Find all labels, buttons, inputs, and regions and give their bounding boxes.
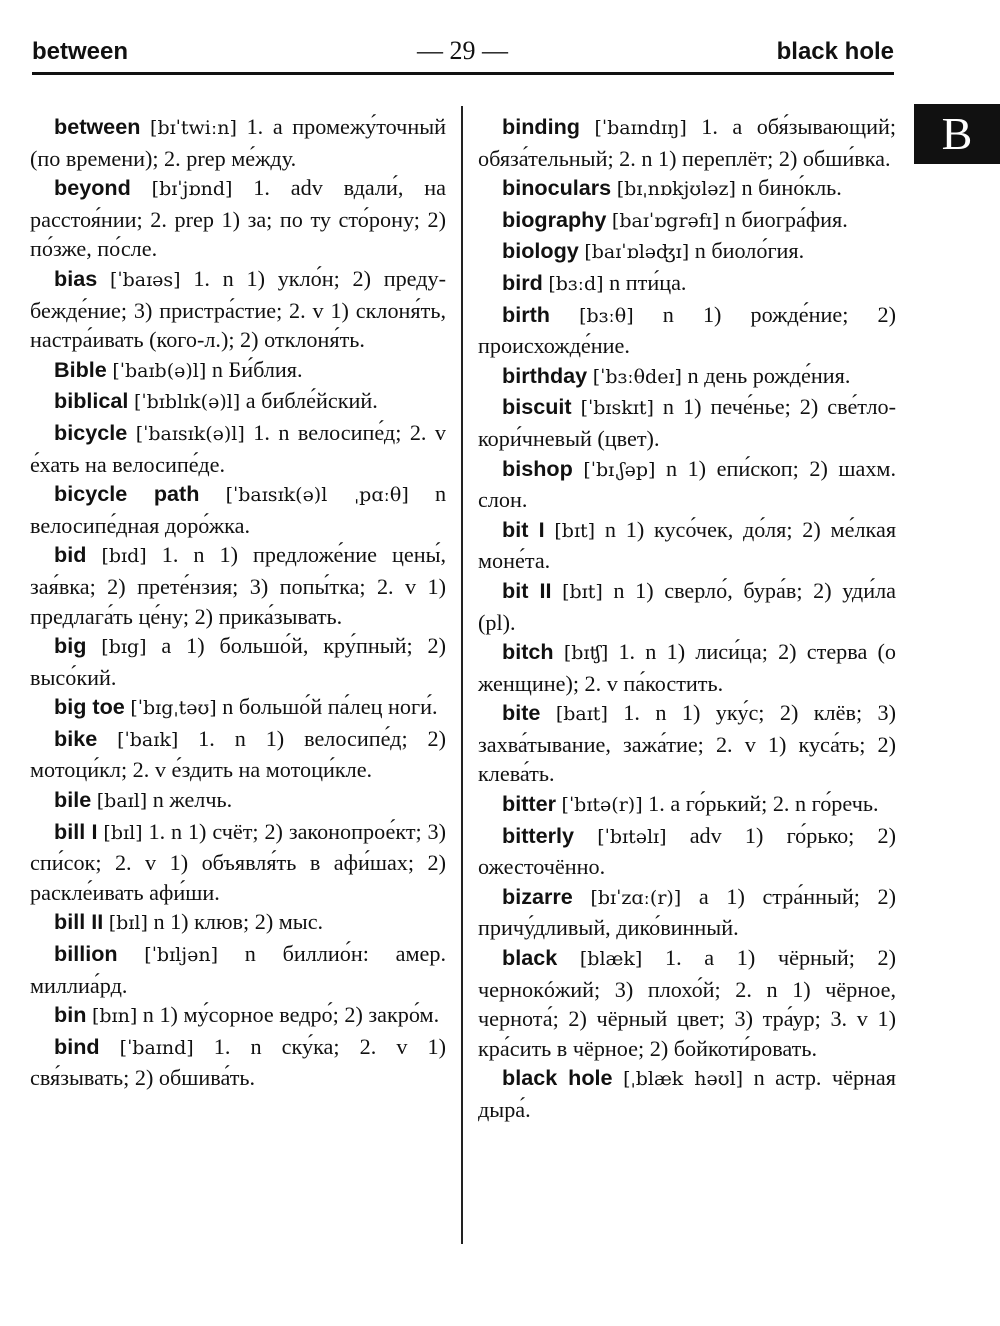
entry-definition: 1. a го́рький; 2. n го́речь. [648, 791, 879, 817]
entry-definition: a 1) стра́нный; 2) причу́дливый, дико́винный. [478, 883, 897, 941]
entry-pronunciation: [bɪt] [562, 580, 603, 603]
entry-pronunciation: [ˈbɪskɪt] [580, 397, 654, 420]
entry-headword: biblical [54, 388, 129, 414]
entry-pronunciation: [bɪg] [101, 636, 147, 659]
entry-pronunciation: [ˌblæk həʊl] [623, 1068, 744, 1091]
header-rule [32, 72, 894, 75]
entry-headword: bishop [502, 455, 573, 481]
dictionary-entry [478, 1063, 896, 1124]
entry-definition: n 1) сверло́, бура́в; 2) уди́ла (pl). [478, 577, 897, 635]
entry-definition: n 1) му́сорное ведро́; 2) закро́м. [142, 1002, 440, 1028]
entry-headword: biscuit [502, 394, 572, 420]
entry-definition: n желчь. [152, 787, 233, 813]
entry-pronunciation: [bɪt] [554, 519, 596, 542]
entry-pronunciation: [ˈbɪtəlɪ] [597, 825, 667, 848]
dictionary-entry [478, 576, 896, 637]
dictionary-entry [478, 515, 896, 576]
dictionary-entry [478, 392, 896, 453]
dictionary-entry [478, 454, 896, 515]
dictionary-entry [478, 882, 896, 943]
entry-pronunciation: [ˈbaɪsɪk(ə)l ˌpɑːθ] [225, 484, 409, 507]
entry-headword: binding [502, 114, 580, 139]
dictionary-entry [30, 1032, 446, 1093]
entry-headword: bicycle path [54, 481, 200, 507]
entry-pronunciation: [ˈbaɪk] [117, 728, 179, 751]
dictionary-entry [30, 785, 446, 817]
dictionary-entry [478, 300, 896, 361]
entry-definition: n Би́блия. [211, 356, 303, 382]
entry-definition: 1. n 1) велосипе́д; 2) мотоци́кл; 2. v е́здить на мотоци́кле. [30, 725, 447, 783]
entry-pronunciation: [ˈbɜːθdeɪ] [592, 365, 682, 388]
entry-headword: biography [502, 206, 607, 232]
guide-word-right: black hole [776, 38, 894, 65]
entry-headword: bill I [54, 818, 98, 844]
entry-pronunciation: [baɪˈɒləʤɪ] [584, 241, 690, 264]
dictionary-entry [30, 112, 446, 173]
page-header [32, 38, 894, 78]
entry-headword: bizarre [502, 883, 573, 909]
entry-definition: 1. n велосипе́д; 2. v е́хать на велосипе́де. [30, 419, 447, 477]
dictionary-entry [30, 907, 446, 939]
entry-definition: n 1) пече́нье; 2) све́тло-кори́чневый (цвет). [478, 394, 897, 451]
entry-headword: black hole [502, 1065, 613, 1091]
entry-pronunciation: [bɪl] [108, 912, 148, 935]
dictionary-entry [478, 112, 896, 173]
dictionary-entry [30, 724, 446, 785]
entry-pronunciation: [blæk] [579, 948, 643, 971]
dictionary-entry [478, 173, 896, 205]
dictionary-entry [478, 943, 896, 1063]
right-column [478, 112, 896, 1125]
entry-definition: n биоло́гия. [694, 238, 805, 264]
entry-headword: bitch [502, 639, 554, 665]
entry-definition: n большо́й па́лец ноги́. [222, 694, 438, 720]
entry-headword: bit II [502, 577, 552, 603]
entry-definition: n биллио́н: амер. миллиа́рд. [30, 941, 446, 998]
entry-headword: bile [54, 787, 92, 813]
entry-pronunciation: [bɪʧ] [563, 642, 609, 665]
entry-definition: n бино́кль. [741, 175, 842, 201]
dictionary-entry [30, 479, 446, 540]
entry-definition: 1. n ску́ка; 2. v 1) свя́зывать; 2) обшива́ть. [30, 1033, 447, 1091]
entry-definition: 1. a промежу́точный (по времени); 2. prep ме́жду. [30, 114, 446, 171]
entry-headword: biology [502, 238, 579, 264]
entry-pronunciation: [bɪd] [101, 545, 147, 568]
entry-definition: 1. n 1) уку́с; 2) клёв; 3) захва́тывание, зажа́тие; 2. v 1) куса́ть; 2) клева́ть. [478, 700, 897, 787]
dictionary-entry [478, 205, 896, 237]
entry-headword: bite [502, 700, 541, 726]
entry-headword: bid [54, 542, 87, 568]
entry-pronunciation: [bɜːθ] [579, 304, 634, 327]
entry-pronunciation: [ˈbɪblɪk(ə)l] [133, 391, 241, 414]
dictionary-entry [30, 631, 446, 692]
entry-definition: n астр. чёрная дыра́. [478, 1065, 896, 1122]
entry-pronunciation: [bɜːd] [548, 272, 604, 295]
entry-headword: big [54, 633, 87, 659]
entry-definition: n биогра́фия. [724, 206, 848, 232]
dictionary-entry [30, 939, 446, 1000]
entry-definition: n велосипе́дная доро́жка. [30, 481, 447, 538]
dictionary-entry [478, 821, 896, 882]
entry-pronunciation: [ˈbaɪəs] [109, 268, 181, 291]
page-number: — 29 — [417, 36, 508, 65]
entry-headword: bill II [54, 909, 104, 935]
dictionary-entry [478, 789, 896, 821]
dictionary-entry [30, 386, 446, 418]
dictionary-entry [30, 264, 446, 355]
entry-headword: bit I [502, 516, 545, 542]
entry-headword: beyond [54, 175, 131, 201]
dictionary-entry [30, 173, 446, 264]
entry-headword: bitterly [502, 822, 574, 848]
entry-definition: 1. n 1) лиси́ца; 2) стерва (о женщине); 2. v па́костить. [478, 639, 896, 696]
entry-pronunciation: [bɪˈjɒnd] [151, 178, 233, 201]
dictionary-entry [30, 817, 446, 908]
entry-pronunciation: [baɪˈɒgrəfɪ] [611, 209, 720, 232]
dictionary-entry [30, 355, 446, 387]
entry-pronunciation: [ˈbaɪndɪŋ] [594, 117, 687, 139]
entry-pronunciation: [baɪt] [555, 703, 608, 726]
entry-definition: 1. n 1) счёт; 2) законопрое́кт; 3) спи́сок; 2. v 1) объявля́ть в афи́шах; 2) раскле́ивать афи́ши. [30, 818, 447, 905]
guide-word-left: between [32, 38, 129, 65]
entry-headword: bias [54, 265, 98, 291]
entry-definition: adv 1) го́рько; 2) ожесточённо. [478, 822, 897, 880]
entry-definition: 1. adv вдали́, на расстоя́нии; 2. prep 1) за; по ту сто́рону; 2) по́зже, по́сле. [30, 175, 447, 262]
dictionary-entry [478, 236, 896, 268]
entry-headword: bicycle [54, 419, 128, 445]
section-letter-tab: B [914, 104, 1000, 164]
entry-definition: 1. n 1) укло́н; 2) предубежде́ние; 3) пристра́стие; 2. v 1) склоня́ть, настра́ивать (кого-л.); 2) отклоня́ть. [30, 265, 447, 353]
entry-headword: bin [54, 1002, 87, 1028]
entry-definition: a 1) большо́й, кру́пный; 2) высо́кий. [30, 633, 447, 690]
entry-headword: bind [54, 1033, 100, 1059]
entry-headword: between [54, 114, 141, 139]
entry-headword: black [502, 945, 558, 971]
entry-headword: bike [54, 725, 98, 751]
entry-headword: birthday [502, 362, 588, 388]
entry-definition: 1. a обя́зывающий; обяза́тельный; 2. n 1) переплёт; 2) обши́вка. [478, 114, 897, 171]
dictionary-entry [478, 268, 896, 300]
left-column [30, 112, 446, 1093]
entry-definition: n день рожде́ния. [687, 362, 851, 388]
entry-pronunciation: [ˈbɪˌʃəp] [583, 458, 656, 481]
entry-pronunciation: [baɪl] [96, 790, 148, 813]
entry-definition: n 1) клюв; 2) мыс. [153, 909, 324, 935]
entry-headword: bird [502, 269, 543, 295]
dictionary-entry [30, 692, 446, 724]
column-divider [461, 106, 463, 1244]
dictionary-entry [30, 1000, 446, 1032]
entry-pronunciation: [ˈbɪljən] [144, 944, 219, 967]
dictionary-entry [30, 418, 446, 479]
entry-headword: birth [502, 301, 550, 327]
entry-headword: binoculars [502, 175, 612, 201]
entry-definition: 1. a 1) чёрный; 2) чернокóжий; 3) плохо́й; 2. n 1) чёрное, чернота́; 2) чёрный цвет; 3) тра́ур; 3. v 1) кра́сить в чёрное; 2) бойкоти́ровать. [478, 945, 897, 1061]
entry-pronunciation: [bɪn] [91, 1005, 138, 1028]
entry-headword: billion [54, 941, 118, 967]
entry-definition: a библе́йский. [245, 388, 378, 414]
dictionary-entry [478, 361, 896, 393]
dictionary-entry [478, 698, 896, 789]
entry-definition: n 1) кусо́чек, до́ля; 2) ме́лкая моне́та. [478, 516, 897, 574]
entry-pronunciation: [bɪl] [103, 821, 143, 844]
entry-definition: 1. n 1) предложе́ние цены́, зая́вка; 2) прете́нзия; 3) попы́тка; 2. v 1) предлага́ть це́ну; 2) прика́зывать. [30, 542, 447, 629]
entry-definition: n 1) епи́скоп; 2) шахм. слон. [478, 455, 897, 513]
entry-definition: n пти́ца. [609, 269, 687, 295]
dictionary-entry [478, 637, 896, 698]
entry-pronunciation: [ˈbaɪsɪk(ə)l] [135, 422, 245, 445]
entry-headword: Bible [54, 356, 107, 382]
entry-pronunciation: [bɪˈtwiːn] [150, 117, 237, 139]
entry-headword: big toe [54, 694, 125, 720]
entry-pronunciation: [ˈbaɪnd] [119, 1036, 194, 1059]
entry-headword: bitter [502, 791, 556, 817]
entry-definition: n 1) рожде́ние; 2) происхожде́ние. [478, 301, 897, 359]
entry-pronunciation: [ˈbɪgˌtəʊ] [130, 697, 217, 720]
entry-pronunciation: [bɪˈzɑː(r)] [590, 886, 682, 909]
entry-pronunciation: [ˈbɪtə(r)] [561, 794, 643, 817]
dictionary-entry [30, 540, 446, 631]
entry-pronunciation: [bɪˌnɒkjʊləz] [616, 178, 736, 201]
entry-pronunciation: [ˈbaɪb(ə)l] [112, 359, 207, 382]
